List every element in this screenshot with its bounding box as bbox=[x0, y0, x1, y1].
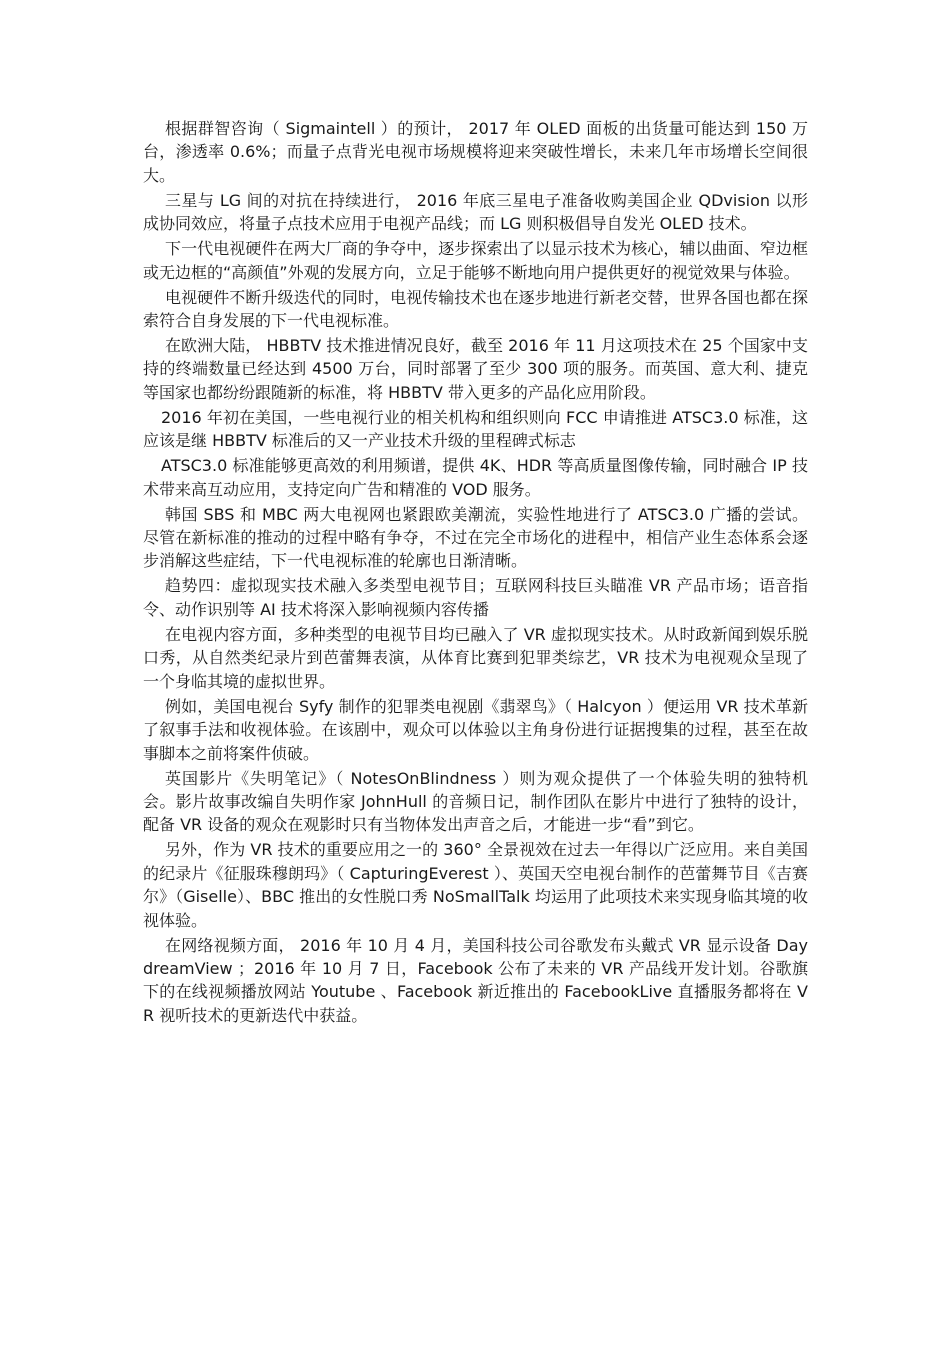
paragraph-oled-forecast: 根据群智咨询（ Sigmaintell ）的预计， 2017 年 OLED 面板的出货量可能达到 150 万台，渗透率 0.6%；而量子点背光电视市场规模将迎来突破性增长，未来几年市场增长空间很大。 bbox=[143, 119, 808, 185]
paragraph-samsung-lg: 三星与 LG 间的对抗在持续进行， 2016 年底三星电子准备收购美国企业 QDvision 以形成协同效应，将量子点技术应用于电视产品线；而 LG 则积极倡导自发光 OLED 技术。 bbox=[143, 190, 808, 234]
paragraph-atsc-features: ATSC3.0 标准能够更高效的利用频谱，提供 4K、HDR 等高质量图像传输，同时融合 IP 技术带来高互动应用，支持定向广告和精准的 VOD 服务。 bbox=[143, 456, 808, 499]
paragraph-notes-on-blindness: 英国影片《失明笔记》（ NotesOnBlindness ）则为观众提供了一个体验失明的独特机会。影片故事改编自失明作家 JohnHull 的音频日记，制作团队在影片中进行了独特的设计，配备 VR 设备的观众在观影时只有当物体发出声音之后，才能进一步“看”到它。 bbox=[143, 768, 808, 835]
paragraph-korea-sbs-mbc: 韩国 SBS 和 MBC 两大电视网也紧跟欧美潮流，实验性地进行了 ATSC3.0 广播的尝试。尽管在新标准的推动的过程中略有争夺，不过在完全市场化的进程中，相信产业生态体系会逐步消解这些症结，下一代电视标准的轮廓也日渐清晰。 bbox=[143, 504, 808, 571]
paragraph-tv-content-vr: 在电视内容方面，多种类型的电视节目均已融入了 VR 虚拟现实技术。从时政新闻到娱乐脱口秀，从自然类纪录片到芭蕾舞表演，从体育比赛到犯罪类综艺，VR 技术为电视观众呈现了一个身临其境的虚拟世界。 bbox=[143, 624, 808, 691]
paragraph-next-gen-hardware: 下一代电视硬件在两大厂商的争夺中，逐步探索出了以显示技术为核心，辅以曲面、窄边框或无边框的“高颜值”外观的发展方向，立足于能够不断地向用户提供更好的视觉效果与体验。 bbox=[143, 239, 808, 282]
paragraph-360-video: 另外，作为 VR 技术的重要应用之一的 360° 全景视效在过去一年得以广泛应用。来自美国的纪录片《征服珠穆朗玛》（ CapturingEverest ）、英国天空电视台制作的芭蕾舞节目《吉赛尔》（Giselle）、BBC 推出的女性脱口秀 NoSmallTalk 均运用了此项技术来实现身临其境的收视体验。 bbox=[143, 840, 808, 930]
paragraph-trend-four: 趋势四：虚拟现实技术融入多类型电视节目；互联网科技巨头瞄准 VR 产品市场；语音指令、动作识别等 AI 技术将深入影响视频内容传播 bbox=[143, 576, 808, 619]
paragraph-atsc-usa: 2016 年初在美国，一些电视行业的相关机构和组织则向 FCC 申请推进 ATSC3.0 标准，这应该是继 HBBTV 标准后的又一产业技术升级的里程碑式标志 bbox=[143, 407, 808, 451]
paragraph-hbbtv-europe: 在欧洲大陆， HBBTV 技术推进情况良好，截至 2016 年 11 月这项技术在 25 个国家中支持的终端数量已经达到 4500 万台，同时部署了至少 300 项的服务。而英国、意大利、捷克等国家也都纷纷跟随新的标准，将 HBBTV 带入更多的产品化应用阶段。 bbox=[143, 336, 808, 402]
paragraph-online-video-vr: 在网络视频方面， 2016 年 10 月 4 月，美国科技公司谷歌发布头戴式 VR 显示设备 DaydreamView ；2016 年 10 月 7 日，Facebook 公布了未来的 VR 产品线开发计划。谷歌旗下的在线视频播放网站 Youtube 、Facebook 新近推出的 FacebookLive 直播服务都将在 VR 视听技术的更新迭代中获益。 bbox=[143, 935, 808, 1025]
document-body bbox=[143, 117, 808, 1029]
paragraph-syfy-halcyon: 例如，美国电视台 Syfy 制作的犯罪类电视剧《翡翠鸟》（ Halcyon ）便运用 VR 技术革新了叙事手法和收视体验。在该剧中，观众可以体验以主角身份进行证据搜集的过程，甚至在故事脚本之前将案件侦破。 bbox=[143, 696, 808, 763]
paragraph-transmission-tech: 电视硬件不断升级迭代的同时，电视传输技术也在逐步地进行新老交替，世界各国也都在探索符合自身发展的下一代电视标准。 bbox=[143, 287, 808, 331]
